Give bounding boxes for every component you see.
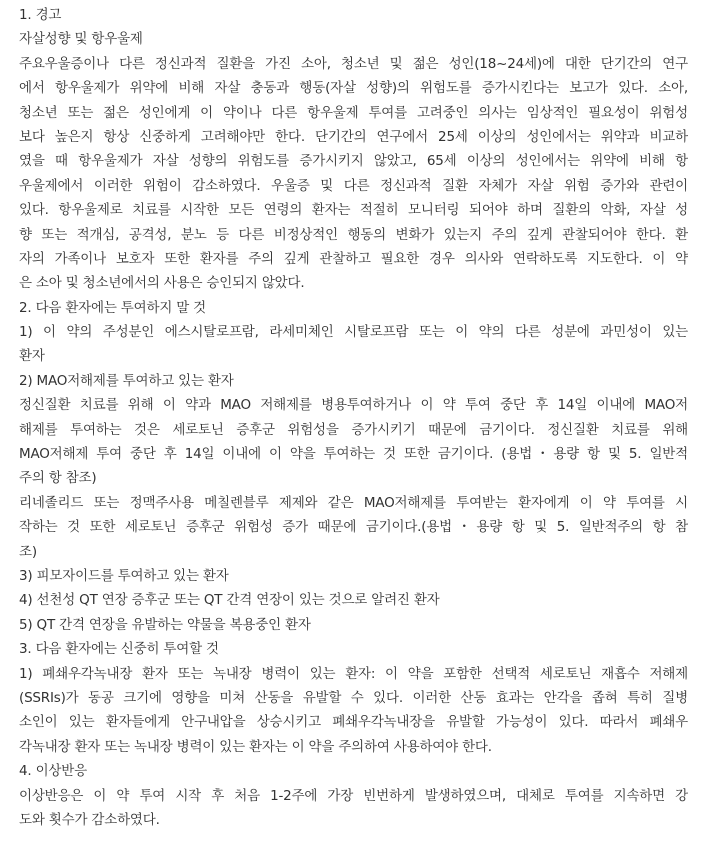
text-line: 이상반응은 이 약 투여 시작 후 처음 1-2주에 가장 빈번하게 발생하였으며, 대체로 투여를 지속하면 강 xyxy=(19,787,688,804)
text-line: 에서 항우울제가 위약에 비해 자살 충동과 행동(자살 성향)의 위험도를 증가시킨다는 보고가 있다. 소아, xyxy=(19,80,688,97)
text-line: 3) 피모자이드를 투여하고 있는 환자 xyxy=(19,567,229,584)
text-line: 4. 이상반응 xyxy=(19,763,87,780)
text-line: 해제를 투여하는 것은 세로토닌 증후군 위험성을 증가시키기 때문에 금기이다. 정신질환 치료를 위해 xyxy=(19,421,688,438)
text-line: 4) 선천성 QT 연장 증후군 또는 QT 간격 연장이 있는 것으로 알려진 환자 xyxy=(19,592,440,609)
text-line: 리네졸리드 또는 정맥주사용 메칠렌블루 제제와 같은 MAO저해제를 투여받는 환자에게 이 약 투여를 시 xyxy=(19,494,688,511)
text-line: 보다 높은지 항상 신중하게 고려해야만 한다. 단기간의 연구에서 25세 이상의 성인에서는 위약과 비교하 xyxy=(19,128,688,145)
text-line: 3. 다음 환자에는 신중히 투여할 것 xyxy=(19,641,219,658)
text-line: 작하는 것 또한 세로토닌 증후군 위험성 증가 때문에 금기이다.(용법・용량 항 및 5. 일반적주의 항 참 xyxy=(19,519,688,536)
text-line: (SSRIs)가 동공 크기에 영향을 미쳐 산동을 유발할 수 있다. 이러한 산동 효과는 안각을 좁혀 특히 질병 xyxy=(19,689,688,706)
text-line: 우울제에서 이러한 위험이 감소하였다. 우울증 및 다른 정신과적 질환 자체가 자살 위험 증가와 관련이 xyxy=(19,177,688,194)
text-line: 2) MAO저해제를 투여하고 있는 환자 xyxy=(19,372,234,389)
text-line: 은 소아 및 청소년에서의 사용은 승인되지 않았다. xyxy=(19,275,305,292)
text-line: 자의 가족이나 보호자 또한 환자를 주의 깊게 관찰하고 필요한 경우 의사와 연락하도록 지도한다. 이 약 xyxy=(19,250,688,267)
text-line: 소인이 있는 환자들에게 안구내압을 상승시키고 폐쇄우각녹내장을 유발할 가능성이 있다. 따라서 폐쇄우 xyxy=(19,714,688,731)
text-line: 였을 때 항우울제가 자살 성향의 위험도를 증가시키지 않았고, 65세 이상의 성인에서는 위약에 비해 항 xyxy=(19,153,688,170)
text-line: 5) QT 간격 연장을 유발하는 약물을 복용중인 환자 xyxy=(19,616,311,633)
text-line: 향 또는 적개심, 공격성, 분노 등 다른 비정상적인 행동의 변화가 있는지 주의 깊게 관찰되어야 한다. 환 xyxy=(19,226,688,243)
text-line: MAO저해제 투여 중단 후 14일 이내에 이 약을 투여하는 것 또한 금기이다. (용법・용량 항 및 5. 일반적 xyxy=(19,446,688,463)
text-line: 주요우울증이나 다른 정신과적 질환을 가진 소아, 청소년 및 젊은 성인(18~24세)에 대한 단기간의 연구 xyxy=(19,55,688,72)
text-line: 1) 이 약의 주성분인 에스시탈로프람, 라세미체인 시탈로프람 또는 이 약의 다른 성분에 과민성이 있는 xyxy=(19,324,688,341)
text-line: 자살성향 및 항우울제 xyxy=(19,31,143,48)
text-line: 2. 다음 환자에는 투여하지 말 것 xyxy=(19,299,207,316)
text-line: 1) 폐쇄우각녹내장 환자 또는 녹내장 병력이 있는 환자: 이 약을 포함한 선택적 세로토닌 재흡수 저해제 xyxy=(19,665,688,682)
text-line: 조) xyxy=(19,543,37,560)
text-line: 환자 xyxy=(19,348,45,365)
text-line: 있다. 항우울제로 치료를 시작한 모든 연령의 환자는 적절히 모니터링 되어야 하며 질환의 악화, 자살 성 xyxy=(19,202,688,219)
text-line: 1. 경고 xyxy=(19,7,62,23)
text-line: 정신질환 치료를 위해 이 약과 MAO 저해제를 병용투여하거나 이 약 투여 중단 후 14일 이내에 MAO저 xyxy=(19,397,688,414)
text-line: 각녹내장 환자 또는 녹내장 병력이 있는 환자는 이 약을 주의하여 사용하여야 한다. xyxy=(19,738,492,755)
text-line: 청소년 또는 젊은 성인에게 이 약이나 다른 항우울제 투여를 고려중인 의사는 임상적인 필요성이 위험성 xyxy=(19,104,688,121)
text-line: 도와 횟수가 감소하였다. xyxy=(19,811,160,828)
text-line: 주의 항 참조) xyxy=(19,470,97,487)
